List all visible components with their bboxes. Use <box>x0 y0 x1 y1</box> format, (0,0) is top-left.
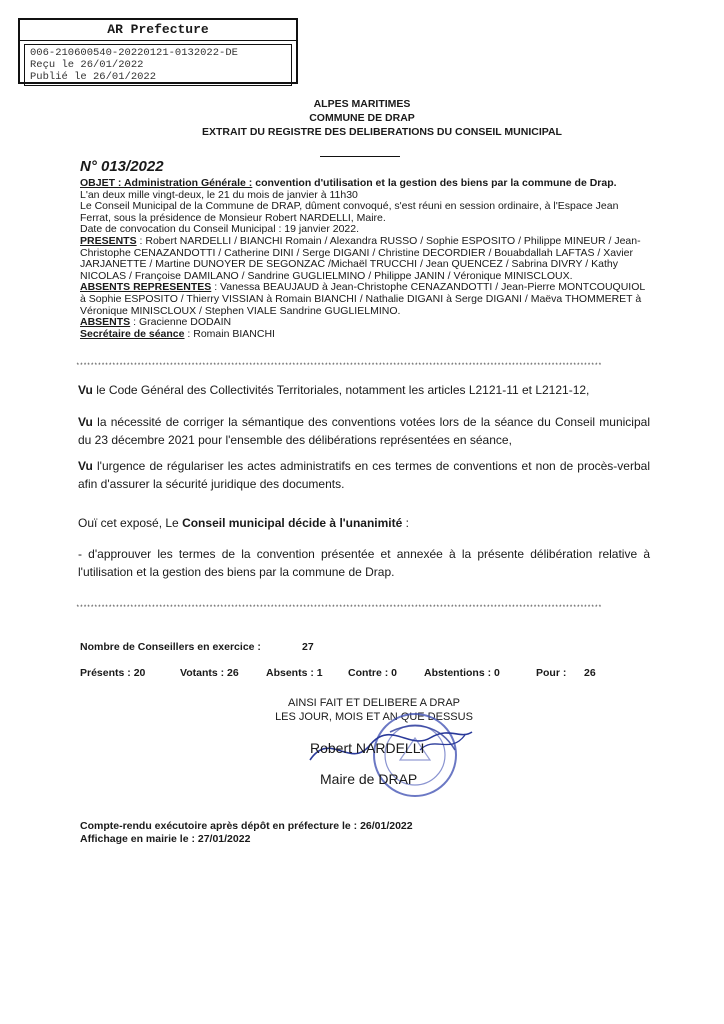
session-convened-line: Le Conseil Municipal de la Commune de DRAP, dûment convoqué, s'est réuni en session ordinaire, à l'Espace Jean Ferrat, sous la présidence de Monsieur Robert NARDELLI, Maire. <box>80 200 619 224</box>
stamp-reference: 006-210600540-20220121-0132022-DE <box>30 47 238 59</box>
secretaire-label: Secrétaire de séance <box>80 327 185 340</box>
stamp-received-date: Reçu le 26/01/2022 <box>30 59 144 71</box>
presents-list: : Robert NARDELLI / BIANCHI Romain / Alexandra RUSSO / Sophie ESPOSITO / Philippe MINEUR / Jean-Christophe CENAZANDOTTI / Catherine DINI / Serge DIGANI / Christine DECORDIER / Bouabdallah LAFTAS / Xavier JARJANETTE / Martine DUNOYER DE SEGONZAC /Michaël TRUCCHI / Jean QUENCEZ / Sabrina DIVRY / Kathy NICOLAS / Françoise DAMILANO / Sandrine GUGLIELMINO / Philippe JANIN / Véronique MINISCLOUX. <box>80 234 641 282</box>
presents-label: PRESENTS <box>80 234 137 247</box>
decision-prefix: Ouï cet exposé, Le <box>78 516 183 530</box>
document-header <box>0 97 724 139</box>
consideration-text: l'urgence de régulariser les actes administratifs en ces termes de conventions et non de procès-verbal afin d'assurer la sécurité juridique des documents. <box>78 459 650 491</box>
votes-abstentions: Abstentions : 0 <box>424 667 500 679</box>
conseillers-value: 27 <box>302 641 314 653</box>
votes-votants: Votants : 26 <box>180 667 239 679</box>
decision-item: - d'approuver les termes de la convention présentée et annexée à la présente délibération relative à l'utilisation et la gestion des biens par la commune de Drap. <box>78 547 650 579</box>
header-register-title: EXTRAIT DU REGISTRE DES DELIBERATIONS DU CONSEIL MUNICIPAL <box>202 126 562 138</box>
votes-contre: Contre : 0 <box>348 667 398 679</box>
objet-label: OBJET : Administration Générale : <box>80 177 253 189</box>
decision-bold: Conseil municipal décide à l'unanimité <box>182 516 403 530</box>
decision-statement <box>78 514 650 532</box>
votes-pour-label: Pour : <box>536 667 567 679</box>
objet-line <box>80 178 650 190</box>
consideration-lead: Vu <box>78 383 93 397</box>
secretaire-name: : Romain BIANCHI <box>184 327 275 340</box>
ar-prefecture-stamp <box>18 18 298 84</box>
objet-text: convention d'utilisation et la gestion des biens par la commune de Drap. <box>252 177 617 189</box>
consideration-text: la nécessité de corriger la sémantique des conventions votées lors de la séance du Conseil municipal du 23 décembre 2021 pour l'ensemble des délibérations représentées en séance, <box>78 415 650 447</box>
consideration-lead: Vu <box>78 459 93 473</box>
absents-list: : Gracienne DODAIN <box>130 316 232 329</box>
conseillers-count <box>80 641 314 653</box>
absents-representes-list: : Vanessa BEAUJAUD à Jean-Christophe CENAZANDOTTI / Jean-Pierre MONTCOUQUIOL à Sophie ESPOSITO / Thierry VISSIAN à Romain BIANCHI / Nathalie DIGANI à Serge DIGANI / Maëva THOMMERET à Véronique MINISCLOUX / Stephen VIALE Sandrine GUGLIELMINO. <box>80 281 645 317</box>
signature-line-2: LES JOUR, MOIS ET AN QUE DESSUS <box>275 711 473 723</box>
executoire-line: Compte-rendu exécutoire après dépôt en préfecture le : 26/01/2022 <box>80 820 413 832</box>
votes-absents: Absents : 1 <box>266 667 323 679</box>
secretaire-paragraph <box>80 329 650 341</box>
deliberation-intro <box>80 178 650 340</box>
consideration-3 <box>78 457 650 493</box>
document-footer <box>80 820 413 846</box>
consideration-text: le Code Général des Collectivités Territoriales, notamment les articles L2121-11 et L2121-12, <box>92 383 590 397</box>
header-department: ALPES MARITIMES <box>313 98 411 110</box>
decision-suffix: : <box>402 516 409 530</box>
consideration-lead: Vu <box>78 415 93 429</box>
header-commune: COMMUNE DE DRAP <box>309 112 415 124</box>
signature-line-1: AINSI FAIT ET DELIBERE A DRAP <box>288 697 460 709</box>
consideration-2 <box>78 413 650 449</box>
separator-bottom: ************************************************************************************************************************************************** <box>76 604 602 611</box>
votes-pour-value: 26 <box>584 667 596 679</box>
stamp-details <box>24 44 292 86</box>
absents-representes-label: ABSENTS REPRESENTES <box>80 281 212 294</box>
mayor-role: Maire de DRAP <box>320 771 418 787</box>
absents-label: ABSENTS <box>80 316 131 329</box>
consideration-1 <box>78 381 650 399</box>
session-date-line: L'an deux mille vingt-deux, le 21 du mois de janvier à 11h30 <box>80 188 358 201</box>
affichage-line: Affichage en mairie le : 27/01/2022 <box>80 833 251 845</box>
absents-representes-paragraph <box>80 282 650 317</box>
votes-presents: Présents : 20 <box>80 667 146 679</box>
separator-top: ************************************************************************************************************************************************** <box>76 362 602 369</box>
stamp-published-date: Publié le 26/01/2022 <box>30 71 157 83</box>
signature-stroke-2 <box>420 735 465 750</box>
header-divider <box>320 156 400 157</box>
mayor-name: Robert NARDELLI <box>310 740 425 756</box>
deliberation-number: N° 013/2022 <box>80 158 164 175</box>
conseillers-label: Nombre de Conseillers en exercice : <box>80 641 261 653</box>
stamp-title: AR Prefecture <box>20 20 296 41</box>
convocation-date-line: Date de convocation du Conseil Municipal : 19 janvier 2022. <box>80 223 360 236</box>
presents-paragraph <box>80 236 650 282</box>
